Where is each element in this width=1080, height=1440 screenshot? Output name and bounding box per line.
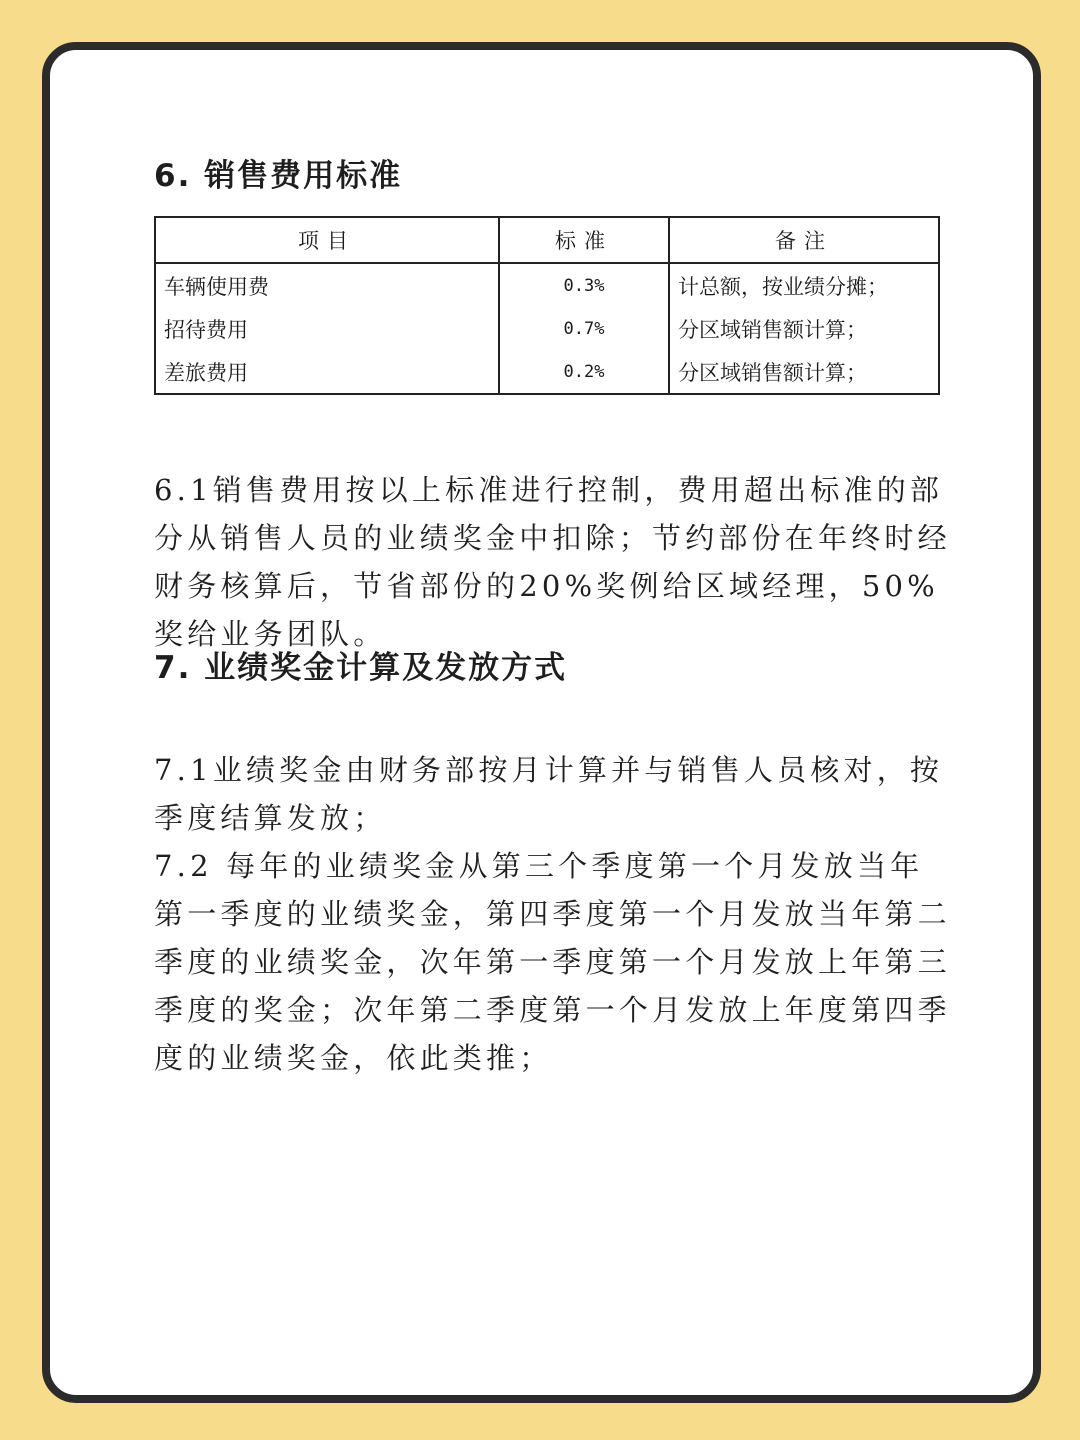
table-cell-item: 招待费用 [155, 307, 499, 350]
table-cell-item: 车辆使用费 [155, 263, 499, 307]
table-cell-standard: 0.2% [499, 350, 669, 394]
document-card [42, 42, 1041, 1403]
table-cell-note: 分区域销售额计算； [669, 350, 939, 394]
paragraph-6-1: 6.1销售费用按以上标准进行控制，费用超出标准的部分从销售人员的业绩奖金中扣除；节约部份在年终时经财务核算后，节省部份的20%奖例给区域经理，50%奖给业务团队。 [154, 473, 951, 651]
sales-expense-table [154, 216, 940, 395]
section6-heading: 6. 销售费用标准 [154, 158, 403, 194]
table-cell-item: 差旅费用 [155, 350, 499, 394]
table-cell-standard: 0.3% [499, 263, 669, 307]
table-row [155, 263, 939, 307]
paragraph-7-2: 7.2 每年的业绩奖金从第三个季度第一个月发放当年第一季度的业绩奖金，第四季度第一个月发放当年第二季度的业绩奖金，次年第一季度第一个月发放上年第三季度的奖金；次年第二季度第一个月发放上年度第四季度的业绩奖金，依此类推； [154, 849, 951, 1075]
paragraph-7-1: 7.1业绩奖金由财务部按月计算并与销售人员核对，按季度结算发放； [154, 753, 944, 835]
table-row [155, 307, 939, 350]
table-cell-note: 计总额，按业绩分摊； [669, 263, 939, 307]
table-header-row [155, 217, 939, 263]
table-header-note: 备注 [669, 217, 939, 263]
table-cell-standard: 0.7% [499, 307, 669, 350]
table-cell-note: 分区域销售额计算； [669, 307, 939, 350]
section7-heading: 7. 业绩奖金计算及发放方式 [154, 650, 568, 686]
table-header-standard: 标准 [499, 217, 669, 263]
table-row [155, 350, 939, 394]
table-header-item: 项目 [155, 217, 499, 263]
